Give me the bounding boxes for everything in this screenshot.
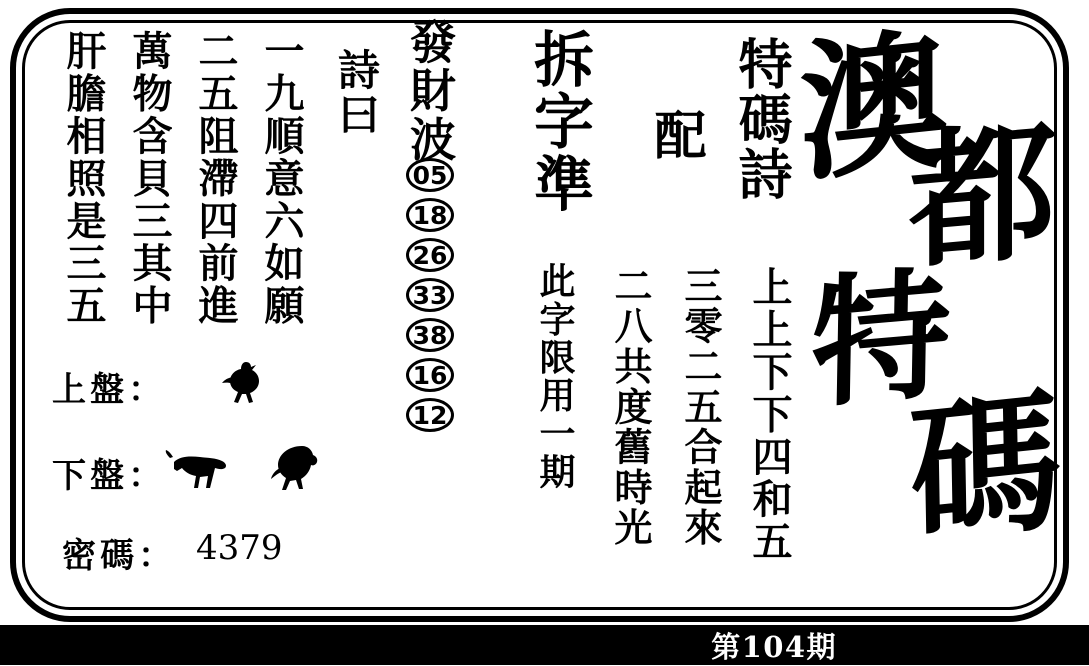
shiyue-line-1: 一九順意六如願 <box>258 30 305 327</box>
facaibo-title: 發財波 <box>403 18 457 165</box>
issue-label: 第104期 <box>711 629 837 664</box>
pei-char: 配 <box>645 108 706 164</box>
number-ball: 18 <box>406 198 454 232</box>
goat-icon <box>164 448 236 501</box>
chaizi-title: 拆字準 <box>524 28 594 216</box>
monkey-icon <box>268 442 328 499</box>
mima-label: 密碼： <box>62 536 177 576</box>
number-ball: 12 <box>406 398 454 432</box>
poem-line-1: 上上下下四和五 <box>746 266 793 563</box>
rooster-icon <box>216 358 274 413</box>
shangpan-label: 上盤： <box>52 370 167 410</box>
facaibo-number-list <box>399 158 461 432</box>
brand-char-2: 都 <box>909 102 1057 290</box>
shiyue-line-4: 肝膽相照是三五 <box>60 30 107 327</box>
number-ball: 38 <box>406 318 454 352</box>
number-ball: 26 <box>406 238 454 272</box>
brand-char-4: 碼 <box>907 369 1063 566</box>
number-ball: 16 <box>406 358 454 392</box>
xiapan-label: 下盤： <box>52 456 167 496</box>
brand-title-calligraphy <box>791 10 1061 590</box>
number-ball: 05 <box>406 158 454 192</box>
brand-char-1: 澳 <box>799 10 949 204</box>
chaizi-note: 此字限用一期 <box>534 262 576 491</box>
poem-line-2: 三零二五合起來 <box>678 266 723 548</box>
shiyue-line-3: 萬物含貝三其中 <box>126 30 173 327</box>
poem-line-3: 二八共度舊時光 <box>608 266 653 548</box>
shiyue-line-2: 二五阻滯四前進 <box>192 30 239 327</box>
mima-value: 4379 <box>196 528 283 568</box>
number-ball: 33 <box>406 278 454 312</box>
shiyue-title: 詩曰 <box>332 48 381 138</box>
brand-char-3: 特 <box>809 251 953 429</box>
temashi-title: 特碼詩 <box>730 36 794 202</box>
issue-label-container <box>0 625 1089 665</box>
